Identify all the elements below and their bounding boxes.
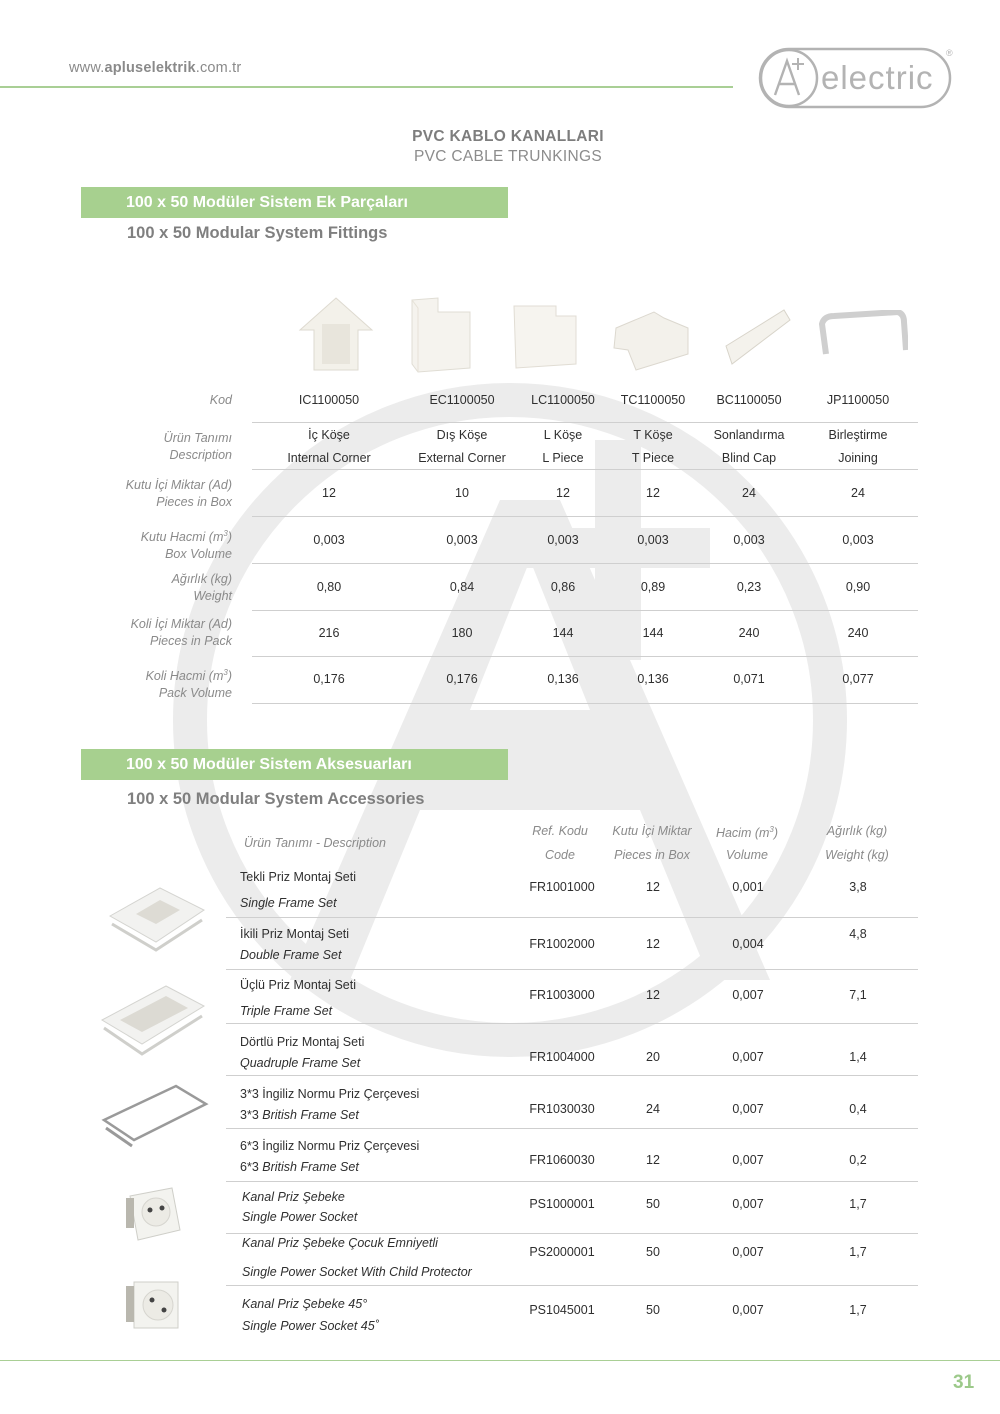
accessory-weight: 3,8 — [849, 880, 867, 894]
header-divider — [0, 86, 733, 88]
table-divider — [226, 1128, 918, 1129]
table-divider — [226, 969, 918, 970]
fitting-weight: 0,86 — [550, 580, 576, 594]
fitting-name-tr: Sonlandırma — [713, 428, 785, 442]
fitting-box-vol: 0,003 — [446, 533, 478, 547]
header-weight-en: Weight (kg) — [825, 848, 889, 862]
fitting-box-qty: 10 — [455, 486, 469, 500]
accessory-name-en — [242, 1265, 472, 1279]
accessory-qty: 12 — [646, 880, 660, 894]
header-weight-tr: Ağırlık (kg) — [826, 824, 888, 838]
table-divider — [252, 516, 918, 517]
table-divider — [226, 1023, 918, 1024]
fitting-pack-vol: 0,176 — [313, 672, 345, 686]
accessory-vol: 0,007 — [732, 1197, 764, 1211]
fitting-code: JP1100050 — [826, 393, 890, 407]
accessories-band-title: 100 x 50 Modüler Sistem Aksesuarları — [81, 749, 508, 780]
table-divider — [226, 1181, 918, 1182]
accessory-weight: 1,7 — [849, 1197, 867, 1211]
fitting-name-en: L Piece — [542, 451, 584, 465]
accessories-subtitle: 100 x 50 Modular System Accessories — [127, 790, 425, 808]
fitting-weight: 0,80 — [316, 580, 342, 594]
fitting-name-tr: L Köşe — [543, 428, 583, 442]
accessory-name-en-prefix: 6*3 — [240, 1160, 263, 1174]
fitting-name-tr: Birleştirme — [828, 428, 888, 442]
accessory-name-tr: 3*3 İngiliz Normu Priz Çerçevesi — [240, 1087, 420, 1101]
accessory-code: PS1000001 — [529, 1197, 595, 1211]
url-brand: apluselektrik — [104, 60, 196, 76]
fitting-pack-vol: 0,077 — [842, 672, 874, 686]
accessory-qty: 12 — [646, 988, 660, 1002]
fitting-box-qty: 12 — [646, 486, 660, 500]
accessory-qty: 50 — [646, 1197, 660, 1211]
fitting-code: EC1100050 — [429, 393, 495, 407]
brand-logo — [757, 45, 957, 111]
accessory-name-en — [240, 896, 337, 910]
table-divider — [226, 1285, 918, 1286]
fitting-weight: 0,90 — [845, 580, 871, 594]
fitting-weight: 0,84 — [449, 580, 475, 594]
accessory-vol: 0,007 — [732, 1050, 764, 1064]
accessory-name-en-text: Quadruple Frame Set — [240, 1056, 361, 1070]
british-frame-image — [98, 1080, 210, 1152]
internal-corner-image — [298, 296, 374, 372]
header-volume-en: Volume — [726, 848, 768, 862]
accessory-weight: 1,7 — [849, 1245, 867, 1259]
fitting-box-vol: 0,003 — [547, 533, 579, 547]
fitting-box-vol: 0,003 — [733, 533, 765, 547]
header-qty-en: Pieces in Box — [614, 848, 690, 862]
fitting-name-en: Internal Corner — [287, 451, 371, 465]
accessory-code: PS2000001 — [529, 1245, 595, 1259]
fitting-code: LC1100050 — [531, 393, 595, 407]
l-piece-image — [510, 302, 580, 370]
label-pieces-in-pack: Koli İçi Miktar (Ad) Pieces in Pack — [130, 617, 232, 648]
page-title-en: PVC CABLE TRUNKINGS — [413, 148, 602, 165]
accessory-name-en — [240, 1056, 360, 1070]
fitting-weight: 0,23 — [736, 580, 762, 594]
header-code-tr: Ref. Kodu — [532, 824, 588, 838]
fitting-pack-qty: 240 — [847, 626, 869, 640]
url-suffix: .com.tr — [195, 60, 242, 76]
header-code-en: Code — [545, 848, 575, 862]
label-pieces-in-box: Kutu İçi Miktar (Ad) Pieces in Box — [125, 478, 232, 509]
header-qty-tr: Kutu İçi Miktar — [612, 824, 692, 838]
accessory-name-en-text: Double Frame Set — [240, 948, 342, 962]
accessory-name-en-text: Single Power Socket 45˚ — [242, 1319, 379, 1333]
table-divider — [226, 1075, 918, 1076]
logo-text: electric — [821, 59, 934, 96]
fitting-box-qty: 24 — [851, 486, 865, 500]
accessory-qty: 50 — [646, 1303, 660, 1317]
label-weight: Ağırlık (kg) Weight — [171, 572, 232, 603]
accessory-name-en-text: British Frame Set — [262, 1108, 359, 1122]
accessory-weight: 7,1 — [849, 988, 867, 1002]
fitting-name-tr: Dış Köşe — [436, 428, 488, 442]
fitting-code: IC1100050 — [298, 393, 360, 407]
joining-image — [818, 310, 908, 356]
fitting-name-tr: İç Köşe — [308, 428, 350, 442]
accessory-name-tr: Üçlü Priz Montaj Seti — [240, 978, 357, 992]
accessory-code: FR1003000 — [529, 988, 595, 1002]
accessory-name-en-text: Single Frame Set — [240, 896, 337, 910]
label-box-volume: Kutu Hacmi $(m^3)$ Box Volume — [140, 529, 232, 562]
power-socket-45-image — [120, 1272, 190, 1340]
accessory-name-en-text: Triple Frame Set — [240, 1004, 333, 1018]
fitting-code: TC1100050 — [620, 393, 686, 407]
website-url[interactable] — [69, 60, 241, 76]
table-divider — [252, 422, 918, 423]
accessory-name-en-text: Single Power Socket With Child Protector — [242, 1265, 472, 1279]
accessory-code: FR1004000 — [529, 1050, 595, 1064]
fitting-pack-vol: 0,176 — [446, 672, 478, 686]
accessory-name-tr: Kanal Priz Şebeke Çocuk Emniyetli — [242, 1236, 438, 1250]
accessory-qty: 50 — [646, 1245, 660, 1259]
label-pack-volume: Koli Hacmi $(m^3)$ Pack Volume — [145, 668, 232, 701]
power-socket-image — [120, 1180, 190, 1248]
accessory-name-en — [242, 1319, 379, 1333]
accessory-vol: 0,007 — [732, 1102, 764, 1116]
page-number: 31 — [953, 1372, 975, 1393]
fitting-box-vol: 0,003 — [842, 533, 874, 547]
header-volume-tr: Hacim $(m^3)$ — [715, 825, 779, 841]
fitting-pack-qty: 216 — [318, 626, 340, 640]
fitting-box-qty: 12 — [556, 486, 570, 500]
fitting-pack-qty: 240 — [738, 626, 760, 640]
fitting-pack-vol: 0,136 — [547, 672, 579, 686]
accessory-code: FR1030030 — [529, 1102, 595, 1116]
fitting-pack-qty: 180 — [451, 626, 473, 640]
accessory-name-en — [240, 1004, 332, 1018]
label-code: Kod — [209, 393, 232, 407]
accessory-qty: 12 — [646, 1153, 660, 1167]
accessory-name-en-text: British Frame Set — [262, 1160, 359, 1174]
fitting-box-vol: 0,003 — [637, 533, 669, 547]
blind-cap-image — [722, 306, 792, 370]
fitting-box-vol: 0,003 — [313, 533, 345, 547]
accessory-weight: 1,4 — [849, 1050, 867, 1064]
label-description: Ürün Tanımı Description — [163, 431, 232, 462]
accessory-weight: 1,7 — [849, 1303, 867, 1317]
accessory-name-en — [242, 1210, 357, 1224]
fitting-box-qty: 12 — [322, 486, 336, 500]
fitting-pack-qty: 144 — [642, 626, 664, 640]
accessory-code: FR1060030 — [529, 1153, 595, 1167]
accessory-weight: 0,2 — [849, 1153, 867, 1167]
accessory-weight: 4,8 — [849, 927, 867, 941]
accessory-name-tr: Dörtlü Priz Montaj Seti — [240, 1035, 365, 1049]
table-divider — [252, 469, 918, 470]
triple-frame-image — [96, 976, 208, 1062]
table-divider — [252, 563, 918, 564]
table-divider — [226, 1233, 918, 1234]
accessory-vol: 0,001 — [732, 880, 764, 894]
accessory-name-tr: Tekli Priz Montaj Seti — [240, 870, 357, 884]
footer-divider — [0, 1360, 1000, 1361]
accessory-qty: 12 — [646, 937, 660, 951]
accessory-vol: 0,007 — [732, 988, 764, 1002]
fitting-code: BC1100050 — [716, 393, 782, 407]
fitting-name-en: Joining — [838, 451, 878, 465]
registered-mark: ® — [946, 48, 953, 58]
accessory-name-en-prefix: 3*3 — [240, 1108, 263, 1122]
table-divider — [252, 610, 918, 611]
accessory-name-tr: Kanal Priz Şebeke — [242, 1190, 345, 1204]
accessory-name-en — [240, 1160, 359, 1174]
accessory-code: FR1002000 — [529, 937, 595, 951]
fitting-name-en: T Piece — [631, 451, 675, 465]
fitting-name-en: Blind Cap — [721, 451, 777, 465]
accessory-name-tr: Kanal Priz Şebeke 45° — [242, 1297, 368, 1311]
t-piece-image — [608, 304, 690, 372]
external-corner-image — [408, 294, 474, 374]
table-divider — [226, 917, 918, 918]
url-prefix: www. — [69, 60, 105, 76]
fitting-name-en: External Corner — [418, 451, 506, 465]
accessory-vol: 0,007 — [732, 1245, 764, 1259]
fitting-box-qty: 24 — [742, 486, 756, 500]
accessory-vol: 0,007 — [732, 1303, 764, 1317]
accessory-vol: 0,007 — [732, 1153, 764, 1167]
header-description: Ürün Tanımı - Description — [244, 836, 386, 850]
fitting-name-tr: T Köşe — [633, 428, 673, 442]
accessory-code: FR1001000 — [529, 880, 595, 894]
accessory-weight: 0,4 — [849, 1102, 867, 1116]
accessory-name-tr: 6*3 İngiliz Normu Priz Çerçevesi — [240, 1139, 420, 1153]
accessory-name-en-text: Single Power Socket — [242, 1210, 358, 1224]
fitting-pack-vol: 0,071 — [733, 672, 765, 686]
accessory-name-tr: İkili Priz Montaj Seti — [240, 927, 350, 941]
table-divider — [252, 703, 918, 704]
accessory-name-en — [240, 1108, 359, 1122]
fitting-pack-vol: 0,136 — [637, 672, 669, 686]
accessory-qty: 20 — [646, 1050, 660, 1064]
fitting-weight: 0,89 — [640, 580, 666, 594]
page-title-tr: PVC KABLO KANALLARI — [412, 128, 604, 145]
accessory-vol: 0,004 — [732, 937, 764, 951]
fittings-band-title: 100 x 50 Modüler Sistem Ek Parçaları — [81, 187, 508, 218]
single-frame-image — [100, 876, 210, 956]
table-divider — [252, 656, 918, 657]
accessory-name-en — [240, 948, 341, 962]
accessory-code: PS1045001 — [529, 1303, 595, 1317]
accessory-qty: 24 — [646, 1102, 660, 1116]
fitting-pack-qty: 144 — [552, 626, 574, 640]
fittings-subtitle: 100 x 50 Modular System Fittings — [127, 224, 388, 242]
